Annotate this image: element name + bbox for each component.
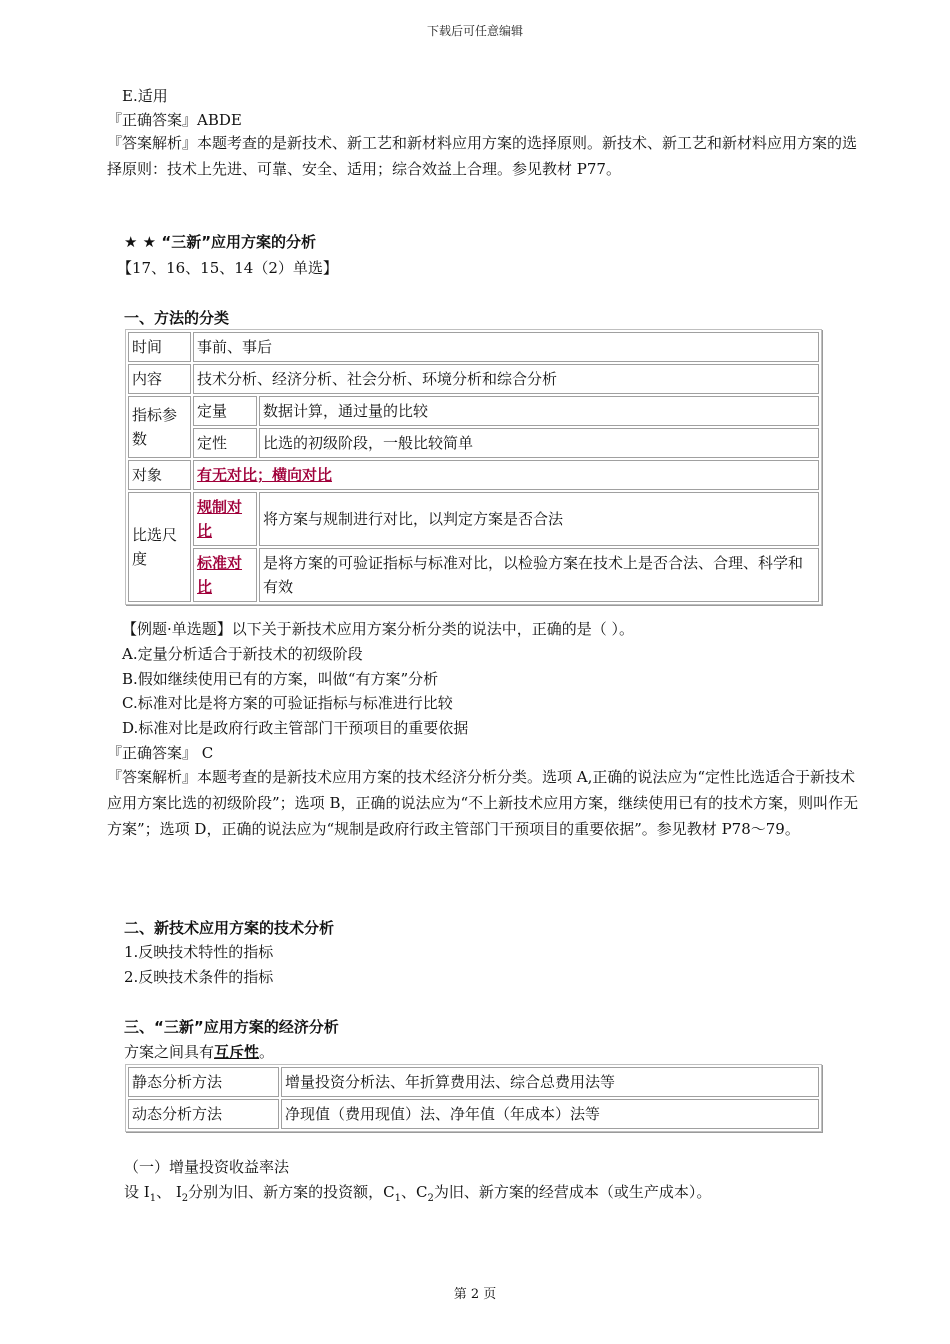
example-option-c: C.标准对比是将方案的可验证指标与标准进行比较 <box>122 694 453 712</box>
cell-content-value: 技术分析、经济分析、社会分析、环境分析和综合分析 <box>193 364 819 394</box>
example-option-b: B.假如继续使用已有的方案，叫做“有方案”分析 <box>122 670 439 688</box>
cell-scale-label: 比选尺度 <box>128 492 191 602</box>
explanation-1: 『答案解析』本题考查的是新技术、新工艺和新材料应用方案的选择原则。新技术、新工艺和新材料应用方案的选择原则：技术上先进、可靠、安全、适用；综合效益上合理。参见教材 P77。 <box>107 134 858 178</box>
page-footer: 第 2 页 <box>453 1287 497 1302</box>
formula-text-1: 设 I <box>124 1183 150 1201</box>
cell-qual-label: 定性 <box>193 428 257 458</box>
cell-qual-value: 比选的初级阶段，一般比较简单 <box>259 428 819 458</box>
cell-param-label: 指标参数 <box>128 396 191 458</box>
formula-text-4: 、C <box>401 1183 428 1201</box>
option-e: E.适用 <box>122 87 168 105</box>
cell-quant-value: 数据计算，通过量的比较 <box>259 396 819 426</box>
part3-title: 三、“三新”应用方案的经济分析 <box>124 1018 339 1036</box>
cell-std-value: 是将方案的可验证指标与标准对比，以检验方案在技术上是否合法、合理、科学和有效 <box>259 548 819 602</box>
cell-time-label: 时间 <box>128 332 191 362</box>
cell-std-label: 标准对比 <box>197 554 243 596</box>
cell-object-value: 有无对比；横向对比 <box>197 466 333 484</box>
sub-title-1: （一）增量投资收益率法 <box>124 1158 290 1176</box>
formula-text-2: 、 I <box>156 1183 182 1201</box>
methods-table <box>125 1064 822 1132</box>
part3-intro <box>124 1040 274 1064</box>
formula-line <box>124 1180 711 1211</box>
example-question: 【例题·单选题】以下关于新技术应用方案分析分类的说法中，正确的是（ ）。 <box>122 620 635 638</box>
part2-title: 二、新技术应用方案的技术分析 <box>124 919 335 937</box>
example-option-d: D.标准对比是政府行政主管部门干预项目的重要依据 <box>122 719 469 737</box>
example-explanation: 『答案解析』本题考查的是新技术应用方案的技术经济分析分类。选项 A,正确的说法应为“定性比选适合于新技术应用方案比选的初级阶段”；选项 B，正确的说法应为“不上新技术应用方案，继续使用已有的技术方案，则叫作无方案”；选项 D，正确的说法应为“规制是政府行政主管部门干预项目的重要依据”。参见教材 P78～79。 <box>107 768 859 838</box>
formula-sub-3: 1 <box>394 1193 402 1204</box>
part1-title: 一、方法的分类 <box>124 309 230 327</box>
cell-dynamic-value: 净现值（费用现值）法、净年值（年成本）法等 <box>281 1099 819 1129</box>
formula-text-5: 为旧、新方案的经营成本（或生产成本）。 <box>433 1183 712 1201</box>
cell-quant-label: 定量 <box>193 396 257 426</box>
formula-sub-4: 2 <box>427 1193 434 1204</box>
cell-static-value: 增量投资分析法、年折算费用法、综合总费用法等 <box>281 1067 819 1097</box>
classification-table <box>125 329 822 605</box>
formula-text-3: 分别为旧、新方案的投资额，C <box>188 1183 395 1201</box>
cell-object-label: 对象 <box>128 460 191 490</box>
formula-sub-1: 1 <box>149 1193 157 1204</box>
cell-content-label: 内容 <box>128 364 191 394</box>
example-option-a: A.定量分析适合于新技术的初级阶段 <box>122 645 363 663</box>
cell-dynamic-label: 动态分析方法 <box>128 1099 279 1129</box>
page-header: 下载后可任意编辑 <box>426 24 523 38</box>
formula-sub-2: 2 <box>181 1193 189 1204</box>
part3-intro-prefix: 方案之间具有 <box>124 1043 215 1061</box>
cell-plan-label: 规制对比 <box>197 498 243 540</box>
cell-static-label: 静态分析方法 <box>128 1067 279 1097</box>
part2-item-1: 1.反映技术特性的指标 <box>124 943 274 961</box>
part3-intro-suffix: 。 <box>259 1043 275 1061</box>
example-answer: 『正确答案』 C <box>107 744 214 762</box>
cell-plan-value: 将方案与规制进行对比，以判定方案是否合法 <box>259 492 819 546</box>
section-title: ★ ★ “三新”应用方案的分析 <box>124 233 317 251</box>
section-years: 【17、16、15、14（2）单选】 <box>117 259 338 277</box>
part2-item-2: 2.反映技术条件的指标 <box>124 968 274 986</box>
part3-intro-em: 互斥性 <box>214 1043 260 1061</box>
cell-time-value: 事前、事后 <box>193 332 819 362</box>
answer-1: 『正确答案』ABDE <box>107 111 242 129</box>
